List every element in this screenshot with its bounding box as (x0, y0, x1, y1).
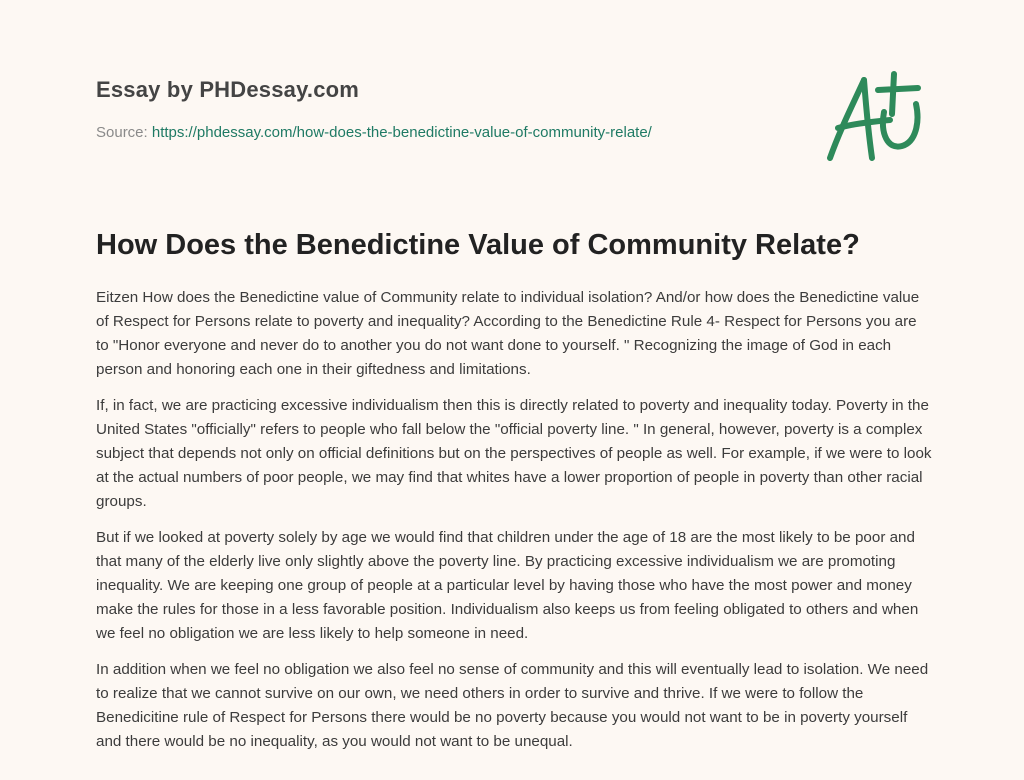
source-label: Source: (96, 124, 152, 141)
source-link[interactable]: https://phdessay.com/how-does-the-benedictine-value-of-community-relate/ (151, 124, 652, 141)
essay-paragraph: But if we looked at poverty solely by age we would find that children under the age of 18 are the most likely to be poor and that many of the elderly live only slightly above the poverty line. By practicing excessive individualism we are promoting inequality. We are keeping one group of people at a particular level by having those who have the most power and money make the rules for those in a less favorable position. Individualism also keeps us from feeling obligated to others and when we feel no obligation we are less likely to help someone in need. (96, 529, 919, 642)
essay-paragraph: If, in fact, we are practicing excessive individualism then this is directly related to poverty and inequality today. Poverty in the United States "officially" refers to people who fall below the "official poverty line. " In general, however, poverty is a complex subject that depends not only on official definitions but on the perspectives of people as well. For example, if we were to look at the actual numbers of poor people, we may find that whites have a lower proportion of people in poverty than other racial groups. (96, 397, 932, 510)
a-plus-logo-icon (822, 68, 928, 164)
a-plus-logo-graphic (822, 68, 928, 164)
header (96, 77, 936, 141)
essay-body (96, 286, 932, 766)
essay-paragraph: In addition when we feel no obligation we also feel no sense of community and this will eventually lead to isolation. We need to realize that we cannot survive on our own, we need others in order to survive and thrive. If we were to follow the Benedicitine rule of Respect for Persons there would be no poverty because you would not want to be in poverty yourself and there would be no inequality, as you would not want to be unequal. (96, 661, 929, 750)
source-line (96, 124, 652, 141)
site-title: Essay by PHDessay.com (96, 77, 360, 102)
essay-title: How Does the Benedictine Value of Community Relate? (96, 229, 860, 261)
essay-paragraph: Eitzen How does the Benedictine value of Community relate to individual isolation? And/or how does the Benedictine value of Respect for Persons relate to poverty and inequality? According to the Benedictine Rule 4- Respect for Persons you are to "Honor everyone and never do to another you do not want done to yourself. " Recognizing the image of God in each person and honoring each one in their giftedness and limitations. (96, 289, 920, 378)
